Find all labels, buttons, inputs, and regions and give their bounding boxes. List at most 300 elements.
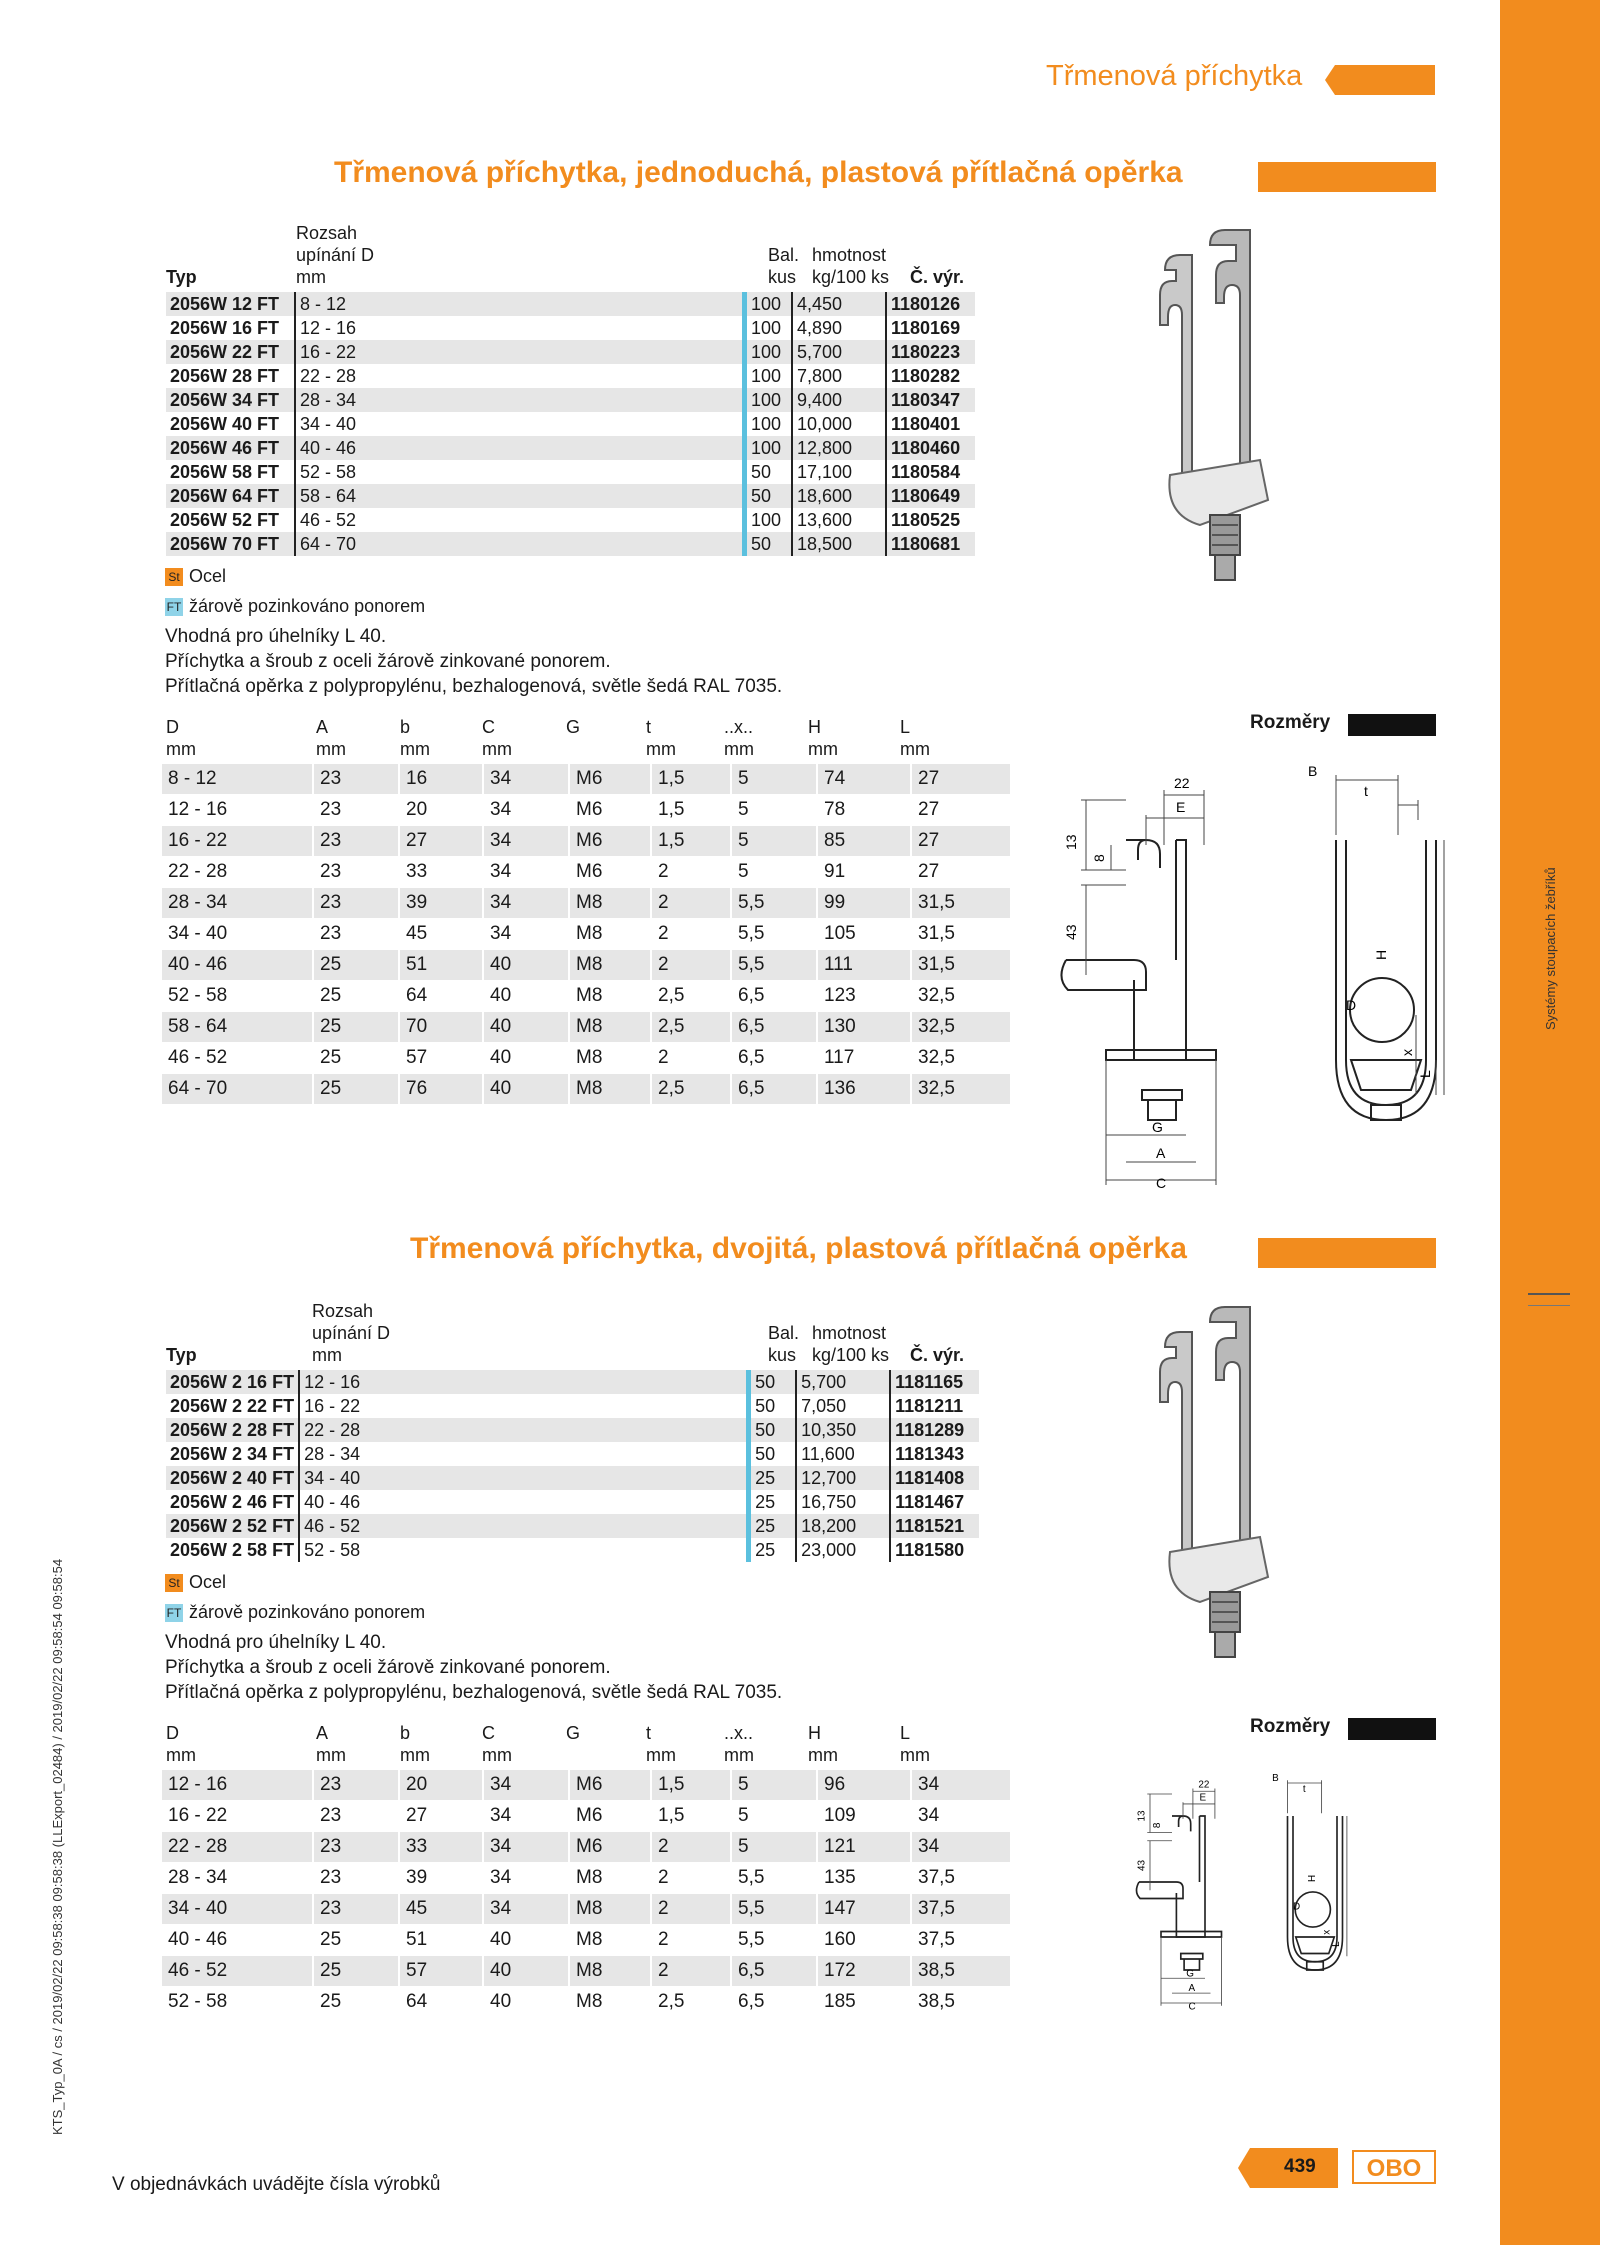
pack-qty: 100 — [745, 508, 793, 532]
dim-cell: 12 - 16 — [168, 799, 228, 820]
product-type: 2056W 28 FT — [170, 366, 280, 386]
dim-cell: 74 — [817, 764, 911, 795]
article-number: 1180126 — [886, 292, 975, 316]
dim-cell: 96 — [817, 1770, 911, 1801]
svg-text:x: x — [1321, 1929, 1333, 1935]
clamp-range: 16 - 22 — [299, 1394, 749, 1418]
dim-cell: 40 - 46 — [168, 1929, 228, 1950]
svg-text:C: C — [1156, 1175, 1167, 1191]
product-type: 2056W 58 FT — [170, 462, 280, 482]
product-row — [166, 436, 975, 460]
pack-qty: 25 — [749, 1466, 797, 1490]
svg-text:13: 13 — [1063, 834, 1079, 850]
svg-text:43: 43 — [1136, 1859, 1148, 1871]
dim-cell: 52 - 58 — [168, 1991, 228, 2012]
svg-text:B: B — [1308, 763, 1318, 779]
dim-cell: M6 — [569, 1801, 651, 1832]
pack-qty: 100 — [745, 412, 793, 436]
pack-qty: 50 — [745, 532, 793, 556]
dim-cell: 1,5 — [651, 1770, 731, 1801]
article-number: 1180347 — [886, 388, 975, 412]
dim-cell: 99 — [817, 888, 911, 919]
product-row — [166, 460, 975, 484]
article-number: 1181580 — [890, 1538, 979, 1562]
dim-cell: 25 — [313, 1956, 399, 1987]
pack-qty: 25 — [749, 1538, 797, 1562]
dim-cell: 2 — [651, 919, 731, 950]
product-row — [166, 1370, 979, 1394]
dim-cell: 6,5 — [731, 1043, 817, 1074]
dim-col-header: b mm — [400, 717, 430, 759]
weight: 9,400 — [792, 388, 886, 412]
bal-header: Bal. kus — [768, 245, 800, 287]
dim-cell: 34 — [483, 919, 569, 950]
dim-cell: 5 — [731, 826, 817, 857]
dim-cell: 23 — [313, 1894, 399, 1925]
dim-cell: 6,5 — [731, 1987, 817, 2018]
weight: 4,890 — [792, 316, 886, 340]
dim-cell: 16 - 22 — [162, 826, 313, 857]
dim-row — [162, 919, 1010, 950]
dim-cell: 5 — [731, 1770, 817, 1801]
ladder-icon — [1528, 1293, 1570, 1306]
product-row — [166, 364, 975, 388]
dim-cell: 76 — [399, 1074, 483, 1105]
product-row — [166, 1538, 979, 1562]
dim-cell: 27 — [399, 1801, 483, 1832]
dim-cell: 40 — [483, 981, 569, 1012]
dim-cell: 2 — [651, 1925, 731, 1956]
clamp-range: 22 - 28 — [295, 364, 745, 388]
dim-cell: 23 — [313, 826, 399, 857]
legend-ft-2: FT žárově pozinkováno ponorem — [166, 1602, 426, 1622]
pack-qty: 100 — [745, 340, 793, 364]
dim-cell: 2 — [651, 888, 731, 919]
product-row — [166, 1466, 979, 1490]
dims-table-1 — [162, 764, 1010, 1105]
dim-cell: 34 — [483, 857, 569, 888]
article-number: 1180460 — [886, 436, 975, 460]
dim-cell: 2,5 — [651, 981, 731, 1012]
svg-text:C: C — [1188, 2001, 1196, 2013]
dim-cell: 32,5 — [911, 1012, 1010, 1043]
chapter-tag: Třmenová příchytka — [1046, 60, 1303, 92]
article-number: 1180584 — [886, 460, 975, 484]
dim-cell: M8 — [569, 888, 651, 919]
dim-cell: 5,5 — [731, 1894, 817, 1925]
product-row — [166, 1514, 979, 1538]
product-row — [166, 1418, 979, 1442]
dim-cell: 6,5 — [731, 1012, 817, 1043]
pack-qty: 100 — [745, 388, 793, 412]
weight: 10,350 — [796, 1418, 890, 1442]
dim-cell: M6 — [569, 764, 651, 795]
dim-cell: M8 — [569, 1012, 651, 1043]
dim-cell: 25 — [313, 950, 399, 981]
dim-cell: 58 - 64 — [162, 1012, 313, 1043]
clamp-range: 46 - 52 — [295, 508, 745, 532]
weight: 11,600 — [796, 1442, 890, 1466]
pack-qty: 25 — [749, 1514, 797, 1538]
dim-cell: 38,5 — [911, 1987, 1010, 2018]
svg-text:A: A — [1156, 1145, 1166, 1161]
svg-text:E: E — [1176, 799, 1186, 815]
dim-cell: 23 — [313, 795, 399, 826]
dim-cell: 85 — [817, 826, 911, 857]
product-type: 2056W 2 52 FT — [166, 1514, 299, 1538]
dim-cell: 22 - 28 — [168, 861, 228, 882]
dim-cell: 37,5 — [911, 1925, 1010, 1956]
product-type: 2056W 2 46 FT — [170, 1492, 295, 1512]
svg-text:G: G — [1152, 1119, 1163, 1135]
dim-cell: 160 — [817, 1925, 911, 1956]
dim-cell: 28 - 34 — [168, 1867, 228, 1888]
dim-cell: 5 — [731, 795, 817, 826]
dim-cell: 111 — [817, 950, 911, 981]
clamp-range: 34 - 40 — [295, 412, 745, 436]
svg-text:t: t — [1364, 783, 1368, 799]
dim-cell: 2,5 — [651, 1074, 731, 1105]
footer-note: V objednávkách uvádějte čísla výrobků — [112, 2174, 441, 2195]
product-type: 2056W 22 FT — [166, 340, 295, 364]
dim-row — [162, 1987, 1010, 2018]
article-number: 1180169 — [886, 316, 975, 340]
weight: 7,050 — [796, 1394, 890, 1418]
dim-cell: 8 - 12 — [162, 764, 313, 795]
clamp-range: 22 - 28 — [299, 1418, 749, 1442]
product-row — [166, 316, 975, 340]
product-type: 2056W 40 FT — [170, 414, 280, 434]
dim-col-header: ..x.. mm — [724, 717, 754, 759]
dim-row — [162, 888, 1010, 919]
dim-cell: 32,5 — [911, 981, 1010, 1012]
weight: 10,000 — [792, 412, 886, 436]
article-number: 1181211 — [890, 1394, 979, 1418]
dim-row — [162, 826, 1010, 857]
range-header: Rozsah upínání D mm — [296, 223, 375, 287]
code-header: Č. výr. — [910, 267, 965, 287]
dim-cell: 1,5 — [651, 764, 731, 795]
article-number: 1181521 — [890, 1514, 979, 1538]
dim-cell: 64 - 70 — [162, 1074, 313, 1105]
dim-col-header: ..x.. mm — [724, 1723, 754, 1765]
weight: 7,800 — [792, 364, 886, 388]
dim-cell: 2 — [651, 1956, 731, 1987]
dim-cell: 123 — [817, 981, 911, 1012]
svg-text:8: 8 — [1091, 854, 1107, 862]
dim-col-header: A mm — [316, 717, 346, 759]
dim-cell: 23 — [313, 919, 399, 950]
pack-qty: 100 — [745, 316, 793, 340]
dim-cell: 136 — [817, 1074, 911, 1105]
product-type: 2056W 2 28 FT — [166, 1418, 299, 1442]
dim-cell: 64 — [399, 981, 483, 1012]
dimension-drawing-2 — [1128, 1758, 1348, 2028]
dim-cell: 40 — [483, 1956, 569, 1987]
weight: 12,800 — [792, 436, 886, 460]
notes-1: Vhodná pro úhelníky L 40. Příchytka a šroub z oceli žárově zinkované ponorem. Přítlačná opěrka z polypropylénu, bezhalogenová, světle šedá RAL 7035. — [165, 626, 783, 697]
dim-cell: 2 — [651, 857, 731, 888]
dim-cell: M6 — [569, 826, 651, 857]
dim-col-header: L mm — [900, 1723, 930, 1765]
dim-cell: 22 - 28 — [162, 1832, 313, 1863]
weight: 18,200 — [796, 1514, 890, 1538]
article-number: 1181343 — [890, 1442, 979, 1466]
dim-cell: 2,5 — [651, 1012, 731, 1043]
article-number: 1180401 — [886, 412, 975, 436]
product-type: 2056W 2 22 FT — [170, 1396, 295, 1416]
svg-text:22: 22 — [1198, 1779, 1210, 1791]
dim-cell: 34 — [483, 1770, 569, 1801]
dim-cell: 1,5 — [651, 826, 731, 857]
svg-text:43: 43 — [1063, 924, 1079, 940]
article-number: 1180681 — [886, 532, 975, 556]
dim-cell: 2 — [651, 1894, 731, 1925]
dim-cell: 40 — [483, 1987, 569, 2018]
clip-photo-double — [1140, 1302, 1310, 1672]
section-1-bar — [1258, 162, 1436, 192]
dim-cell: 34 — [911, 1770, 1010, 1801]
dim-cell: 34 — [911, 1801, 1010, 1832]
dim-cell: 23 — [313, 1832, 399, 1863]
dim-row — [162, 1801, 1010, 1832]
dim-cell: 23 — [313, 1770, 399, 1801]
dim-cell: 34 — [483, 888, 569, 919]
dim-cell: 34 — [483, 1832, 569, 1863]
svg-text:D: D — [1346, 997, 1357, 1013]
pack-qty: 100 — [745, 292, 793, 316]
dim-cell: 23 — [313, 1801, 399, 1832]
dim-cell: 78 — [817, 795, 911, 826]
dim-cell: 40 - 46 — [162, 950, 313, 981]
product-type: 2056W 2 34 FT — [170, 1444, 295, 1464]
product-row — [166, 1394, 979, 1418]
article-number: 1181467 — [890, 1490, 979, 1514]
svg-text:E: E — [1199, 1792, 1207, 1804]
dim-col-header: b mm — [400, 1723, 430, 1765]
dim-cell: 6,5 — [731, 981, 817, 1012]
dim-row — [162, 981, 1010, 1012]
dim-cell: 2 — [651, 1832, 731, 1863]
rozmery-bar-2 — [1348, 1718, 1436, 1740]
dim-cell: 5,5 — [731, 1863, 817, 1894]
rozmery-label-1: Rozměry — [1250, 712, 1331, 733]
dim-cell: M6 — [569, 1832, 651, 1863]
article-number: 1180223 — [886, 340, 975, 364]
dim-cell: 45 — [399, 1894, 483, 1925]
product-row — [166, 388, 975, 412]
dim-row — [162, 1863, 1010, 1894]
dim-cell: 109 — [817, 1801, 911, 1832]
dim-cell: 5 — [731, 857, 817, 888]
article-number: 1180282 — [886, 364, 975, 388]
dim-cell: 33 — [399, 857, 483, 888]
dim-cell: 25 — [313, 1012, 399, 1043]
dim-row — [162, 950, 1010, 981]
dim-cell: 6,5 — [731, 1074, 817, 1105]
product-row — [166, 508, 975, 532]
dim-cell: M8 — [569, 981, 651, 1012]
dim-cell: 91 — [817, 857, 911, 888]
pack-qty: 25 — [749, 1490, 797, 1514]
weight: 5,700 — [796, 1370, 890, 1394]
clamp-range: 52 - 58 — [299, 1538, 749, 1562]
dim-row — [162, 795, 1010, 826]
rozmery-label-2: Rozměry — [1250, 1716, 1331, 1737]
dim-cell: 39 — [399, 1863, 483, 1894]
dim-cell: 20 — [399, 1770, 483, 1801]
section-2-bar — [1258, 1238, 1436, 1268]
product-row — [166, 1490, 979, 1514]
product-table-2 — [166, 1370, 979, 1562]
ft-badge: FT — [166, 600, 182, 615]
clamp-range: 28 - 34 — [295, 388, 745, 412]
clamp-range: 8 - 12 — [295, 292, 745, 316]
dim-col-header: H mm — [808, 717, 838, 759]
article-number: 1181408 — [890, 1466, 979, 1490]
dim-cell: M6 — [569, 795, 651, 826]
dim-cell: 34 — [483, 826, 569, 857]
legend-ft: FT žárově pozinkováno ponorem — [166, 596, 426, 616]
dim-cell: 27 — [911, 764, 1010, 795]
clamp-range: 58 - 64 — [295, 484, 745, 508]
product-type: 2056W 70 FT — [166, 532, 295, 556]
st-badge: St — [165, 568, 183, 586]
dim-cell: 5 — [731, 764, 817, 795]
svg-text:13: 13 — [1136, 1810, 1148, 1822]
weight: 13,600 — [792, 508, 886, 532]
svg-text:L: L — [1331, 1941, 1343, 1947]
product-type: 2056W 34 FT — [166, 388, 295, 412]
svg-text:8: 8 — [1151, 1822, 1163, 1829]
dim-cell: 34 - 40 — [168, 923, 228, 944]
mass-header: hmotnost kg/100 ks — [812, 245, 890, 287]
dim-row — [162, 1770, 1010, 1801]
svg-text:x: x — [1399, 1049, 1415, 1056]
weight: 5,700 — [792, 340, 886, 364]
dim-cell: 5,5 — [731, 950, 817, 981]
section-1-title: Třmenová příchytka, jednoduchá, plastová přítlačná opěrka — [334, 156, 1183, 189]
dim-cell: M8 — [569, 1925, 651, 1956]
weight: 12,700 — [796, 1466, 890, 1490]
svg-text:B: B — [1272, 1772, 1279, 1784]
code-header-2: Č. výr. — [910, 1345, 965, 1365]
dim-cell: 46 - 52 — [162, 1956, 313, 1987]
dim-cell: 57 — [399, 1043, 483, 1074]
weight: 4,450 — [792, 292, 886, 316]
product-type: 2056W 2 58 FT — [170, 1540, 295, 1560]
dim-cell: 5,5 — [731, 1925, 817, 1956]
dim-cell: 25 — [313, 981, 399, 1012]
dim-cell: 130 — [817, 1012, 911, 1043]
dim-row — [162, 1894, 1010, 1925]
export-meta-text: KTS_Typ_0A / cs / 2019/02/22 09:58:38 09:58:38 (LLExport_02484) / 2019/02/22 09:58:54 09:58:54 — [50, 1558, 65, 2135]
dim-row — [162, 1043, 1010, 1074]
legend-st: St Ocel — [165, 566, 226, 587]
side-band — [1500, 0, 1600, 2245]
page-number: 439 — [1284, 2156, 1316, 2177]
svg-text:G: G — [1186, 1968, 1195, 1980]
pack-qty: 100 — [745, 436, 793, 460]
dim-cell: 31,5 — [911, 950, 1010, 981]
dim-row — [162, 857, 1010, 888]
weight: 18,600 — [792, 484, 886, 508]
typ-header: Typ — [166, 267, 197, 287]
dim-cell: 40 — [483, 1043, 569, 1074]
rozmery-bar-1 — [1348, 714, 1436, 736]
dim-cell: M8 — [569, 950, 651, 981]
dim-row — [162, 1074, 1010, 1105]
article-number: 1180649 — [886, 484, 975, 508]
dim-col-header: L mm — [900, 717, 930, 759]
svg-text:D: D — [1293, 1901, 1301, 1913]
svg-text:L: L — [1417, 1070, 1433, 1078]
dim-cell: 37,5 — [911, 1863, 1010, 1894]
weight: 16,750 — [796, 1490, 890, 1514]
dim-cell: 34 — [911, 1832, 1010, 1863]
dim-cell: 40 — [483, 1074, 569, 1105]
dim-col-header: t mm — [646, 717, 676, 759]
dim-cell: M8 — [569, 1863, 651, 1894]
dim-cell: 33 — [399, 1832, 483, 1863]
range-header-2: Rozsah upínání D mm — [312, 1301, 391, 1365]
dim-cell: 70 — [399, 1012, 483, 1043]
svg-text:A: A — [1188, 1982, 1196, 1994]
product-type: 2056W 52 FT — [170, 510, 280, 530]
clamp-range: 40 - 46 — [299, 1490, 749, 1514]
dim-cell: 27 — [911, 826, 1010, 857]
article-number: 1180525 — [886, 508, 975, 532]
clamp-range: 12 - 16 — [299, 1370, 749, 1394]
pack-qty: 50 — [745, 460, 793, 484]
dim-cell: 5,5 — [731, 888, 817, 919]
product-type: 2056W 12 FT — [166, 292, 295, 316]
dim-cell: 28 - 34 — [162, 888, 313, 919]
product-row — [166, 412, 975, 436]
dim-col-header: D mm — [166, 717, 196, 759]
pack-qty: 50 — [749, 1442, 797, 1466]
svg-text:OBO: OBO — [1366, 2155, 1422, 2182]
dim-cell: 32,5 — [911, 1074, 1010, 1105]
dim-cell: 2,5 — [651, 1987, 731, 2018]
article-number: 1181165 — [890, 1370, 979, 1394]
dim-col-header: G — [566, 1723, 581, 1743]
dim-cell: 147 — [817, 1894, 911, 1925]
dim-col-header: G — [566, 717, 581, 737]
dim-col-header: H mm — [808, 1723, 838, 1765]
product-type: 2056W 2 40 FT — [166, 1466, 299, 1490]
dim-cell: M8 — [569, 1956, 651, 1987]
dim-cell: 2 — [651, 1863, 731, 1894]
weight: 17,100 — [792, 460, 886, 484]
dim-cell: 51 — [399, 1925, 483, 1956]
clamp-range: 16 - 22 — [295, 340, 745, 364]
dim-cell: M8 — [569, 1987, 651, 2018]
dim-cell: 6,5 — [731, 1956, 817, 1987]
dim-cell: 172 — [817, 1956, 911, 1987]
dim-row — [162, 764, 1010, 795]
product-type: 2056W 16 FT — [170, 318, 280, 338]
dim-cell: 45 — [399, 919, 483, 950]
dim-cell: 34 — [483, 795, 569, 826]
dim-col-header: t mm — [646, 1723, 676, 1765]
dim-cell: 117 — [817, 1043, 911, 1074]
dim-cell: 135 — [817, 1863, 911, 1894]
clamp-range: 52 - 58 — [295, 460, 745, 484]
dim-cell: 64 — [399, 1987, 483, 2018]
ft-badge-2: FT — [166, 1606, 182, 1621]
dim-cell: 51 — [399, 950, 483, 981]
